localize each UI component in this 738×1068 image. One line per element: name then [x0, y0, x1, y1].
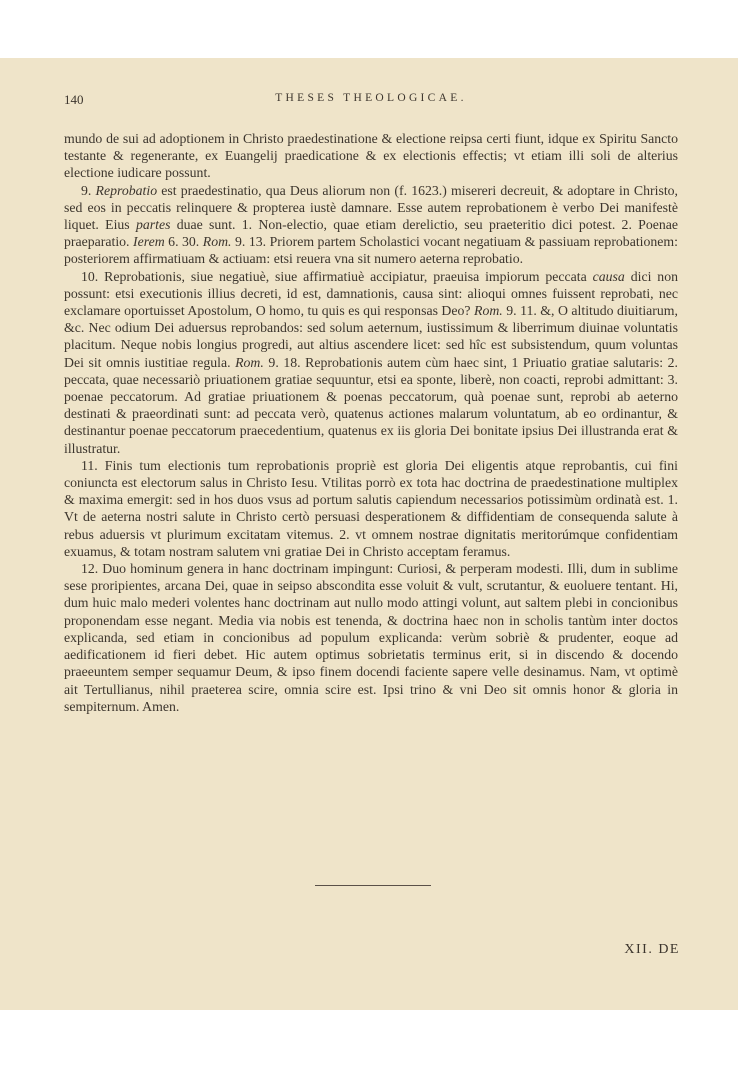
text-run: 9. 11. &, O altitudo diuitiarum, &c. Nec odium Dei aduersus reprobandos: sed solum aeternum, iustissimum & liberrimum diuinae voluntatis placitum. Neque nobis longius progredi, aut altius ascendere licet: sed hîc est subsistendum, quum voluntas Dei sit omnis iustitiae regula. [64, 303, 678, 370]
catchword: XII. DE [624, 942, 680, 957]
paragraph-9 [64, 182, 678, 268]
italic-text: Ierem [133, 234, 165, 250]
text-run: 12. Duo hominum genera in hanc doctrinam impingunt: Curiosi, & perperam modesti. Illi, dum in sublime sese proripientes, arcana Dei, quae in seipso abscondita esse voluit & vult, scrutantur, & euoluere tentant. Hi, dum huic malo mederi volentes hanc doctrinam aut nullo modo attingi volunt, aut saltem plebi in concionibus proponendam esse negant. Media via nobis est tenenda, & doctrina haec non in scholis tantùm inter doctos explicanda, sed etiam in concionibus ad populum explicanda: verùm sobriè & prudenter, eoque ad aedificationem id fieri debet. Hic autem optimus sobrietatis terminus erit, si in discendo & docendo praeeuntem semper sequamur Deum, & ipso finem docendi faciente sapere velle desinamus. Nam, vt optimè ait Tertullianus, nihil praeterea scire, omnia scire est. Ipsi trino & vni Deo sit omnis honor & gloria in sempiternum. Amen. [64, 561, 678, 714]
text-run: 6. 30. [164, 234, 203, 250]
italic-text: partes [135, 217, 171, 233]
running-head: THESES THEOLOGICAE. [275, 92, 467, 104]
paragraph-12 [64, 560, 678, 715]
text-run: dici non possunt: etsi executionis illius decreti, id est, damnationis, causa sint: alioqui omnes fuissent reprobati, nec exclamare oportuisset Apostolum, O homo, tu quis es qui responsas Deo? [64, 268, 678, 319]
text-run: 9. [81, 182, 96, 198]
text-body [64, 130, 678, 715]
italic-text: Reprobatio [95, 182, 158, 198]
paragraph-11 [64, 457, 678, 560]
italic-text: causa [592, 268, 625, 284]
text-run: 10. Reprobationis, siue negatiuè, siue affirmatiuè accipiatur, praeuisa impiorum peccata [81, 268, 593, 284]
text-run: 11. Finis tum electionis tum reprobationis propriè est gloria Dei eligentis atque reprobantis, cui fini coniuncta est electorum salus in Christo Iesu. Vtilitas porrò ex tota hac doctrina de praedestinatione multiplex & maxima emergit: sed in hos duos vsus ad portum salutis capiendum necessarios potissimùm ordinatà est. 1. Vt de aeterna nostri salute in Christo certò persuasi desperationem & diffidentiam de consequenda salute à rebus aduersis vt plurimum excitatam vitemus. 2. vt omnem nostrae dignitatis meritorúmque confidentiam exuamus, & totam nostram salutem vni gratiae Dei in Christo acceptam feramus. [64, 457, 678, 559]
page-header [64, 92, 678, 110]
italic-text: Rom. [474, 303, 503, 319]
paragraph-continuation [64, 130, 678, 182]
section-rule [315, 885, 431, 886]
text-run: 9. 13. Priorem partem Scholastici vocant negatiuam & passiuam reprobationem: posteriorem affirmatiuam & actiuam: etsi reuera vna sit numero aeterna reprobatio. [64, 234, 678, 267]
page-number: 140 [64, 92, 84, 107]
text-run: mundo de sui ad adoptionem in Christo praedestinatione & electione reipsa certi fiunt, idque ex Spiritu Sancto testante & regenerante, ex Euangelij praedicatione & ex electionis effectis; vt etiam illi soli de alterius electione iudicare possunt. [64, 131, 678, 181]
book-page [0, 58, 738, 1010]
text-run: est praedestinatio, qua Deus aliorum non (f. 1623.) misereri decreuit, & adoptare in Christo, sed eos in peccatis relinquere & propterea iustè damnare. Esse autem reprobationem è verbo Dei manifestè liquet. Eius [64, 182, 679, 233]
italic-text: Rom. [235, 354, 264, 370]
text-run: duae sunt. 1. Non-electio, quae etiam derelictio, seu praeteritio dici potest. 2. Poenae praeparatio. [64, 217, 679, 250]
text-run: 9. 18. Reprobationis autem cùm haec sint, 1 Priuatio gratiae salutaris: 2. peccata, quae necessariò priuationem gratiae sequuntur, etsi ea sponte, liberè, non coacti, reprobi admittant: 3. poenae peccatorum. Ad gratiae priuationem & poenas peccatorum, quà poenae sunt, reprobi ab aeterno destinati & praeordinati sunt: ad peccata verò, quatenus actiones malarum voluntatum, ab eo ordinantur, & destinantur poenae peccatorum praecedentium, quatenus ex iis gloria Dei bonitate ipsius Dei illustranda erat & illustratur. [64, 354, 678, 456]
italic-text: Rom. [202, 234, 232, 250]
paragraph-10 [64, 268, 678, 457]
